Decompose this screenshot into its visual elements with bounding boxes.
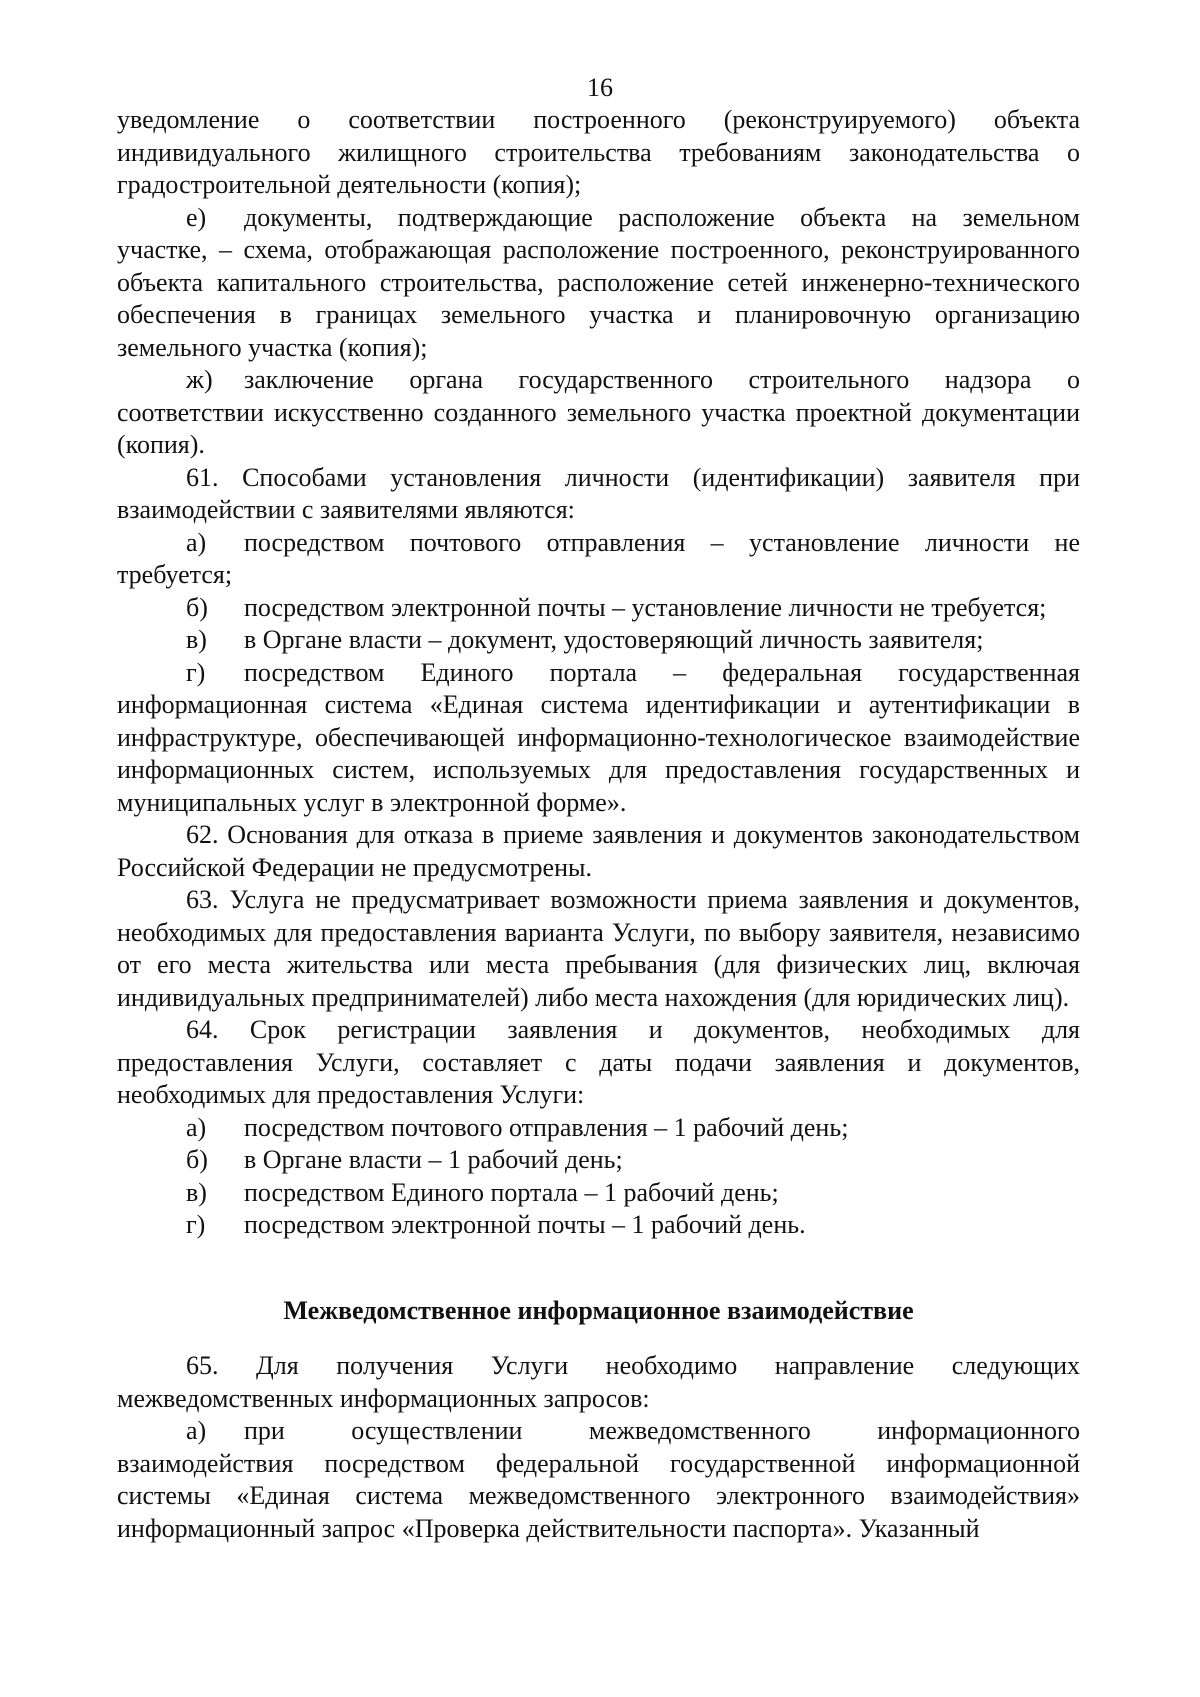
list-marker: б) <box>186 592 208 622</box>
list-item-text: посредством Единого портала – федеральная государственная информационная система «Единая система идентификации и аутентификации в инфраструктуре, обеспечивающей информационно-технологическое взаимодействие информационных систем, используемых для предоставления государственных и муниципальных услуг в электронной форме». <box>117 657 1080 817</box>
list-item <box>117 592 1080 625</box>
list-item <box>117 1112 1080 1145</box>
list-item <box>117 1415 1080 1545</box>
list-item <box>117 624 1080 657</box>
list-marker: е) <box>186 202 207 232</box>
list-item-text: посредством электронной почты – 1 рабочий день. <box>244 1210 806 1239</box>
page-number: 16 <box>587 73 613 102</box>
list-marker: г) <box>186 1210 206 1239</box>
list-item <box>117 657 1080 820</box>
list-item <box>117 1209 1080 1242</box>
list-item <box>117 1177 1080 1210</box>
list-item-text: посредством Единого портала – 1 рабочий день; <box>244 1177 779 1207</box>
list-item <box>117 202 1080 365</box>
list-marker: а) <box>186 1416 207 1445</box>
paragraph-61: 61. Способами установления личности (идентификации) заявителя при взаимодействии с заявителями являются: <box>117 462 1080 524</box>
list-item-text: в Органе власти – документ, удостоверяющий личность заявителя; <box>244 625 984 654</box>
paragraph-continuation: уведомление о соответствии построенного (реконструируемого) объекта индивидуального жилищного строительства требованиям законодательства о градостроительной деятельности (копия); <box>117 105 1080 199</box>
list-marker: б) <box>186 1145 208 1174</box>
list-marker: а) <box>186 1112 207 1142</box>
section-heading: Межведомственное информационное взаимодействие <box>283 1295 914 1325</box>
list-item-text: посредством почтового отправления – установление личности не требуется; <box>117 527 1080 589</box>
list-item-text: документы, подтверждающие расположение объекта на земельном участке, – схема, отображающая расположение построенного, реконструированного объекта капитального строительства, расположение сетей инженерно-технического обеспечения в границах земельного участка и планировочную организацию земельного участка (копия); <box>117 202 1080 362</box>
list-item <box>117 364 1080 462</box>
list-item <box>117 527 1080 592</box>
list-item-text: посредством почтового отправления – 1 рабочий день; <box>244 1112 849 1142</box>
list-item-text: заключение органа государственного строительного надзора о соответствии искусственно созданного земельного участка проектной документации (копия). <box>117 365 1080 459</box>
paragraph-64: 64. Срок регистрации заявления и документов, необходимых для предоставления Услуги, составляет с даты подачи заявления и документов, необходимых для предоставления Услуги: <box>117 1015 1080 1109</box>
list-marker: а) <box>186 527 207 557</box>
list-item <box>117 1144 1080 1177</box>
paragraph-65: 65. Для получения Услуги необходимо направление следующих межведомственных информационных запросов: <box>117 1351 1080 1413</box>
document-body <box>117 104 1080 1545</box>
paragraph-63: 63. Услуга не предусматривает возможности приема заявления и документов, необходимых для предоставления варианта Услуги, по выбору заявителя, независимо от его места жительства или места пребывания (для физических лиц, включая индивидуальных предпринимателей) либо места нахождения (для юридических лиц). <box>117 885 1080 1012</box>
list-marker: в) <box>186 1177 207 1207</box>
list-item-text: при осуществлении межведомственного информационного взаимодействия посредством федеральной государственной информационной системы «Единая система межведомственного электронного взаимодействия» информационный запрос «Проверка действительности паспорта». Указанный <box>117 1416 1080 1543</box>
list-marker: в) <box>186 625 207 654</box>
list-marker: г) <box>186 657 206 687</box>
list-item-text: посредством электронной почты – установление личности не требуется; <box>244 592 1047 622</box>
list-marker: ж) <box>186 365 213 394</box>
list-item-text: в Органе власти – 1 рабочий день; <box>244 1145 623 1174</box>
paragraph-62: 62. Основания для отказа в приеме заявления и документов законодательством Российской Федерации не предусмотрены. <box>117 820 1080 882</box>
